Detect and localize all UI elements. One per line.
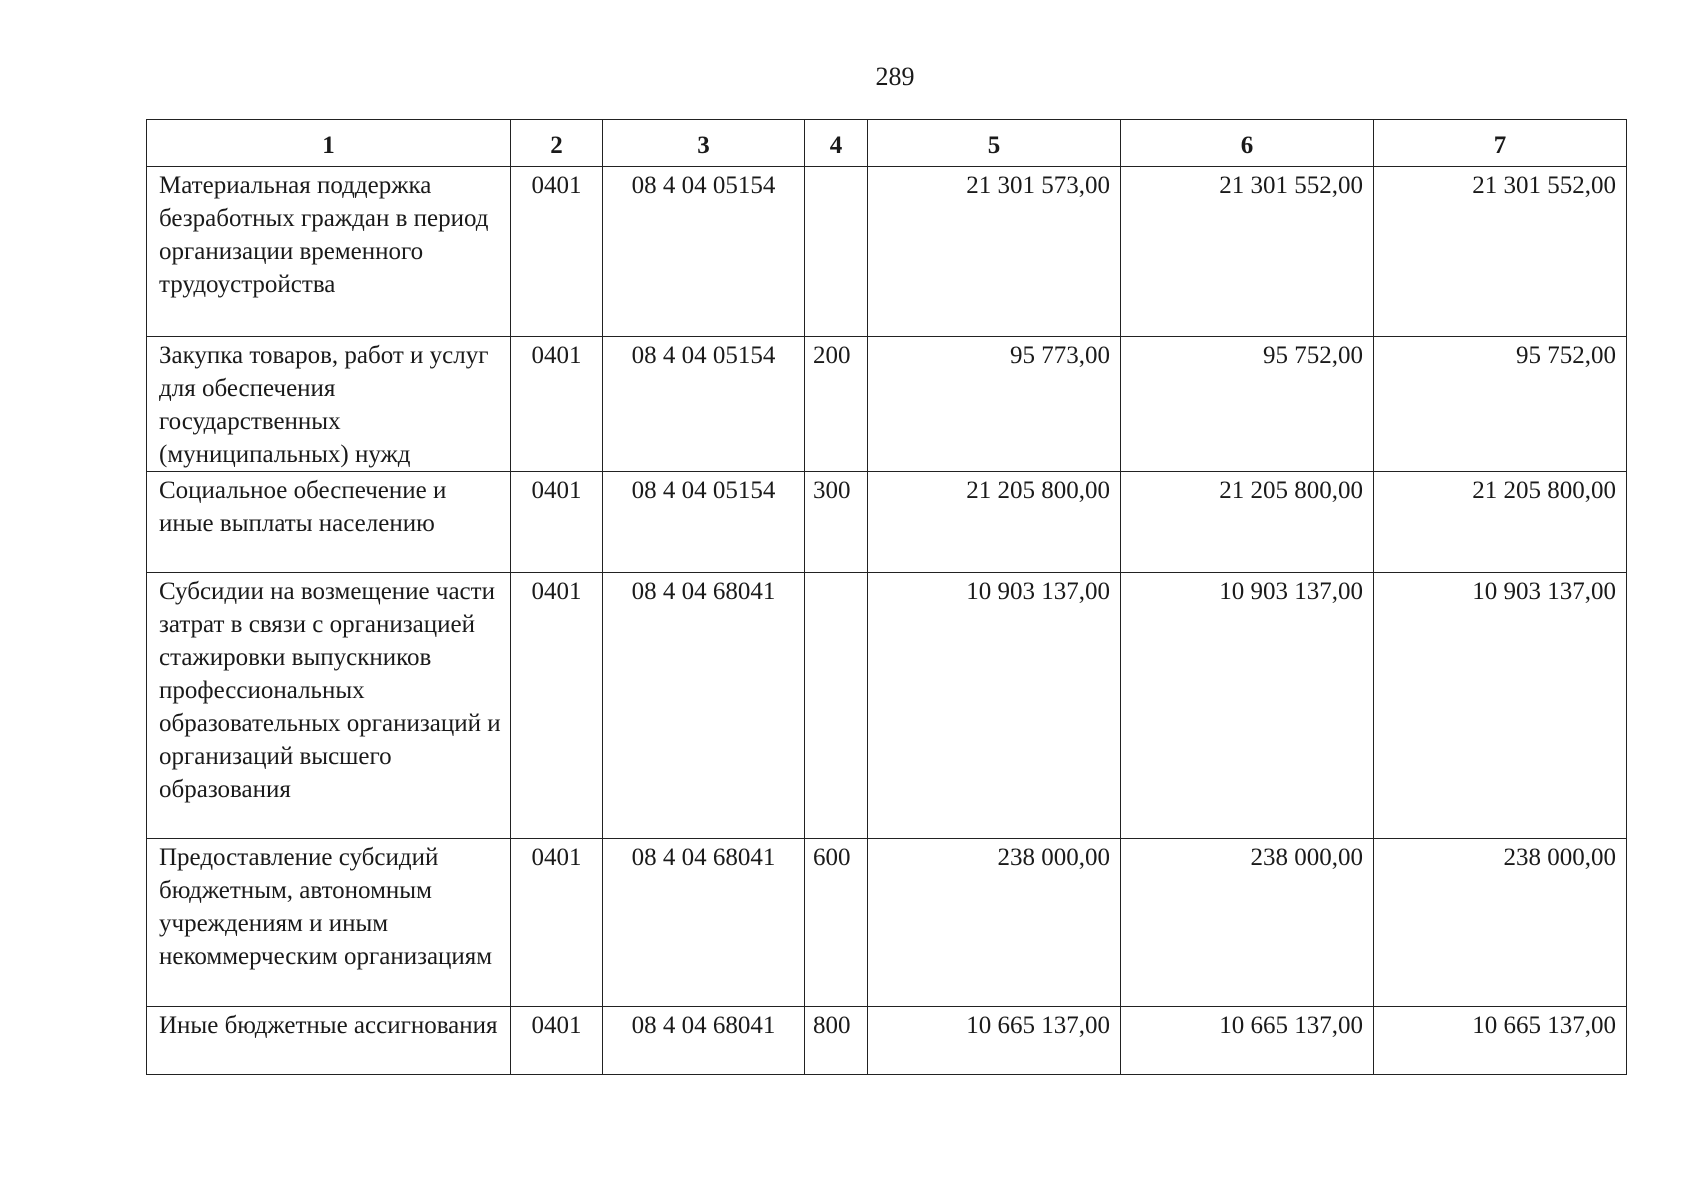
row-expense-kind [805, 573, 868, 839]
row-amount-7: 21 301 552,00 [1374, 167, 1627, 337]
table-row [147, 573, 1627, 839]
row-name: Материальная поддержка безработных граждан в период организации временного трудоустройства [147, 167, 511, 337]
row-name: Закупка товаров, работ и услуг для обеспечения государственных (муниципальных) нужд [147, 337, 511, 472]
row-target-code: 08 4 04 68041 [603, 839, 805, 1007]
row-amount-5: 10 665 137,00 [868, 1007, 1121, 1075]
row-target-code: 08 4 04 05154 [603, 167, 805, 337]
column-header-1: 1 [147, 120, 511, 167]
row-amount-6: 21 205 800,00 [1121, 472, 1374, 573]
header-row [147, 120, 1627, 167]
row-amount-7: 10 665 137,00 [1374, 1007, 1627, 1075]
row-target-code: 08 4 04 68041 [603, 573, 805, 839]
row-amount-6: 95 752,00 [1121, 337, 1374, 472]
row-target-code: 08 4 04 68041 [603, 1007, 805, 1075]
row-expense-kind: 300 [805, 472, 868, 573]
table-row [147, 167, 1627, 337]
row-amount-6: 21 301 552,00 [1121, 167, 1374, 337]
row-amount-5: 10 903 137,00 [868, 573, 1121, 839]
row-section-code: 0401 [511, 472, 603, 573]
row-section-code: 0401 [511, 839, 603, 1007]
table-row [147, 1007, 1627, 1075]
row-expense-kind: 600 [805, 839, 868, 1007]
column-header-3: 3 [603, 120, 805, 167]
row-amount-7: 21 205 800,00 [1374, 472, 1627, 573]
table-row [147, 472, 1627, 573]
table-row [147, 839, 1627, 1007]
row-section-code: 0401 [511, 167, 603, 337]
row-amount-5: 95 773,00 [868, 337, 1121, 472]
row-expense-kind [805, 167, 868, 337]
row-amount-6: 10 665 137,00 [1121, 1007, 1374, 1075]
column-header-2: 2 [511, 120, 603, 167]
row-amount-7: 95 752,00 [1374, 337, 1627, 472]
row-section-code: 0401 [511, 337, 603, 472]
row-amount-5: 21 205 800,00 [868, 472, 1121, 573]
row-amount-7: 10 903 137,00 [1374, 573, 1627, 839]
row-amount-6: 10 903 137,00 [1121, 573, 1374, 839]
column-header-4: 4 [805, 120, 868, 167]
row-amount-7: 238 000,00 [1374, 839, 1627, 1007]
row-amount-5: 21 301 573,00 [868, 167, 1121, 337]
row-expense-kind: 200 [805, 337, 868, 472]
column-header-6: 6 [1121, 120, 1374, 167]
page-number: 289 [875, 62, 915, 91]
row-amount-5: 238 000,00 [868, 839, 1121, 1007]
table-row [147, 337, 1627, 472]
column-header-5: 5 [868, 120, 1121, 167]
row-section-code: 0401 [511, 1007, 603, 1075]
row-name: Предоставление субсидий бюджетным, автономным учреждениям и иным некоммерческим организациям [147, 839, 511, 1007]
row-name: Социальное обеспечение и иные выплаты населению [147, 472, 511, 573]
row-name: Субсидии на возмещение части затрат в связи с организацией стажировки выпускников профессиональных образовательных организаций и организаций высшего образования [147, 573, 511, 839]
budget-table [146, 119, 1627, 1075]
row-target-code: 08 4 04 05154 [603, 337, 805, 472]
row-expense-kind: 800 [805, 1007, 868, 1075]
row-section-code: 0401 [511, 573, 603, 839]
row-target-code: 08 4 04 05154 [603, 472, 805, 573]
row-name: Иные бюджетные ассигнования [147, 1007, 511, 1075]
row-amount-6: 238 000,00 [1121, 839, 1374, 1007]
column-header-7: 7 [1374, 120, 1627, 167]
